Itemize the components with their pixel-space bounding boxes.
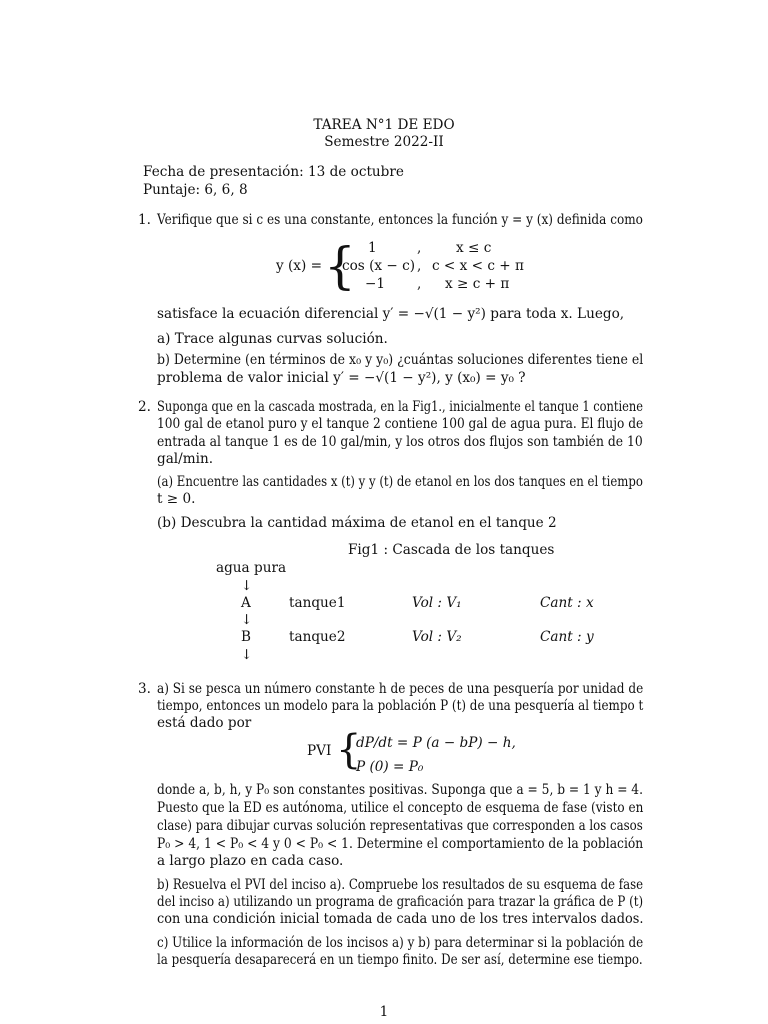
tank-1-amount: Cant : x: [540, 595, 594, 611]
case-3-value: −1: [365, 276, 386, 292]
function-lhs: y (x) =: [276, 258, 322, 274]
case-2-value: cos (x − c): [342, 258, 416, 274]
tank-1-volume: Vol : V₁: [412, 595, 462, 611]
problem-3-b-line1: b) Resuelva el PVI del inciso a). Compruebe los resultados de su esquema de fase: [157, 877, 644, 893]
arrow-down-icon: ↓: [241, 578, 253, 594]
arrow-down-icon: ↓: [241, 612, 253, 628]
tank-2-amount: Cant : y: [540, 629, 594, 645]
problem-3-number: 3.: [138, 681, 151, 697]
case-2-condition: c < x < c + π: [432, 258, 524, 274]
figure-1-title: Fig1 : Cascada de los tanques: [348, 542, 555, 558]
problem-3-c-line2: la pesquería desaparecerá en un tiempo finito. De ser así, determine ese tiempo.: [157, 952, 643, 968]
problem-3-desc-1: donde a, b, h, y P₀ son constantes positivas. Suponga que a = 5, b = 1 y h = 4.: [157, 782, 643, 798]
case-3-sep: ,: [417, 276, 422, 292]
case-3-condition: x ≥ c + π: [445, 276, 510, 292]
problem-1-b-line1: b) Determine (en términos de x₀ y y₀) ¿cuántas soluciones diferentes tiene el: [157, 352, 644, 368]
problem-3-line2: tiempo, entonces un modelo para la población P (t) de una pesquería al tiempo t: [157, 698, 644, 714]
page-number: 1: [379, 1004, 389, 1020]
tank-2-name: tanque2: [289, 629, 346, 645]
arrow-down-icon: ↓: [241, 647, 253, 663]
problem-2-line2: 100 gal de etanol puro y el tanque 2 contiene 100 gal de agua pura. El flujo de: [157, 416, 644, 432]
problem-3-b-line3: con una condición inicial tomada de cada uno de los tres intervalos dados.: [157, 911, 644, 927]
pvi-equation-1: dP/dt = P (a − bP) − h,: [356, 735, 516, 751]
problem-3-line3: está dado por: [157, 715, 252, 731]
pvi-brace: {: [336, 727, 362, 773]
problem-2-a-line2: t ≥ 0.: [157, 491, 196, 507]
problem-3-b-line2: del inciso a) utilizando un programa de graficación para trazar la gráfica de P (t): [157, 894, 644, 910]
problem-2-line1: Suponga que en la cascada mostrada, en la Fig1., inicialmente el tanque 1 contiene: [157, 399, 644, 415]
problem-1-a: a) Trace algunas curvas solución.: [157, 331, 388, 347]
tank-2-volume: Vol : V₂: [412, 629, 462, 645]
figure-1-inflow-label: agua pura: [216, 560, 287, 576]
pvi-label: PVI: [307, 743, 332, 759]
presentation-date: Fecha de presentación: 13 de octubre: [143, 164, 404, 180]
problem-2-line3: entrada al tanque 1 es de 10 gal/min, y los otros dos flujos son también de 10: [157, 434, 643, 450]
problem-3-line1: a) Si se pesca un número constante h de peces de una pesquería por unidad de: [157, 681, 644, 697]
pvi-equation-2: P (0) = P₀: [356, 759, 424, 775]
tank-2-letter: B: [241, 629, 251, 645]
problem-3-desc-4: P₀ > 4, 1 < P₀ < 4 y 0 < P₀ < 1. Determine el comportamiento de la población: [157, 836, 644, 852]
left-brace: {: [324, 237, 356, 295]
case-1-sep: ,: [417, 240, 422, 256]
case-2-sep: ,: [417, 258, 422, 274]
problem-2-line4: gal/min.: [157, 451, 214, 467]
case-1-value: 1: [368, 240, 377, 256]
problem-1-b-line2: problema de valor inicial y′ = −√(1 − y²), y (x₀) = y₀ ?: [157, 370, 526, 386]
case-1-condition: x ≤ c: [456, 240, 492, 256]
problem-2-number: 2.: [138, 399, 151, 415]
problem-3-c-line1: c) Utilice la información de los incisos a) y b) para determinar si la población de: [157, 935, 644, 951]
tank-1-name: tanque1: [289, 595, 346, 611]
tank-1-letter: A: [241, 595, 251, 611]
problem-1-satisfies: satisface la ecuación diferencial y′ = −√(1 − y²) para toda x. Luego,: [157, 306, 625, 322]
problem-1-number: 1.: [138, 212, 151, 228]
problem-3-desc-3: clase) para dibujar curvas solución representativas que corresponden a los casos: [157, 818, 643, 834]
problem-1-intro: Verifique que si c es una constante, entonces la función y = y (x) definida como: [157, 212, 643, 228]
score: Puntaje: 6, 6, 8: [143, 182, 248, 198]
problem-3-desc-5: a largo plazo en cada caso.: [157, 853, 344, 869]
problem-2-a-line1: (a) Encuentre las cantidades x (t) y y (t) de etanol en los dos tanques en el tiempo: [157, 474, 643, 490]
title: TAREA N°1 DE EDO: [313, 117, 455, 133]
semester: Semestre 2022-II: [324, 134, 444, 150]
problem-3-desc-2: Puesto que la ED es autónoma, utilice el concepto de esquema de fase (visto en: [157, 800, 644, 816]
problem-2-b: (b) Descubra la cantidad máxima de etanol en el tanque 2: [157, 515, 557, 531]
